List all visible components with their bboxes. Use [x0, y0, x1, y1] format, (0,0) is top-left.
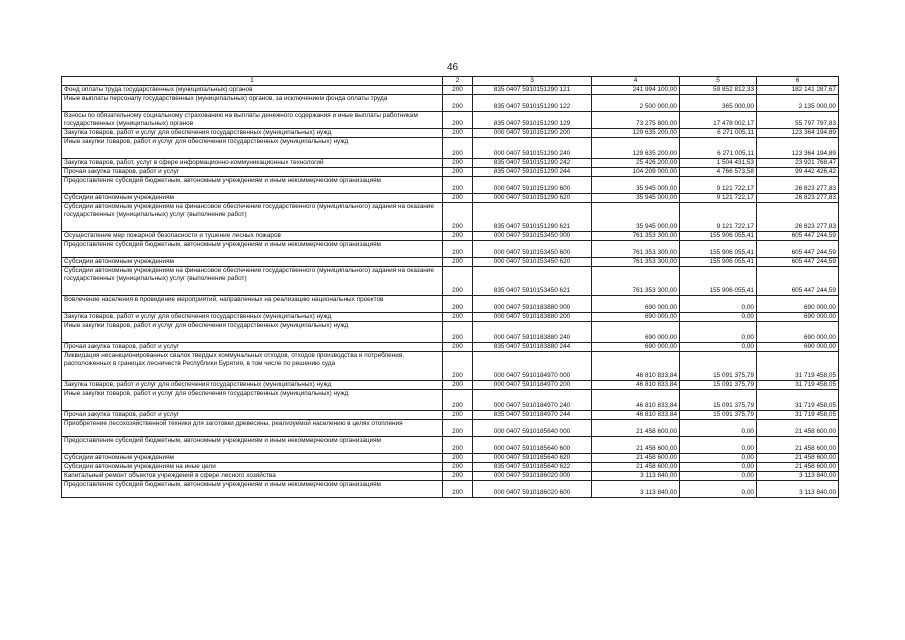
row-name-cell: Предоставление субсидий бюджетным, автономным учреждениям и иным некоммерческим организациям	[62, 241, 443, 258]
row-name-cell: Осуществление мер пожарной безопасности и тушение лесных пожаров	[62, 232, 443, 241]
column-header: 5	[680, 77, 757, 86]
budget-code-cell: 835 0407 5910151290 244	[473, 168, 592, 177]
budget-execution-table	[61, 76, 839, 498]
admin-code-cell: 200	[443, 241, 473, 258]
executed-amount-cell: 0,00	[680, 343, 757, 352]
table-row	[62, 411, 839, 420]
row-name-cell: Вовлечение населения в проведение мероприятий, направленных на реализацию национальных проектов	[62, 296, 443, 313]
approved-amount-cell: 73 275 800,00	[592, 112, 680, 129]
table-row	[62, 129, 839, 138]
remaining-amount-cell: 3 113 840,00	[757, 472, 839, 481]
approved-amount-cell: 46 810 833,84	[592, 352, 680, 381]
approved-amount-cell: 241 994 100,00	[592, 86, 680, 95]
approved-amount-cell: 104 209 000,00	[592, 168, 680, 177]
executed-amount-cell: 1 504 431,53	[680, 159, 757, 168]
table-row	[62, 390, 839, 411]
approved-amount-cell: 25 426 200,00	[592, 159, 680, 168]
column-header: 4	[592, 77, 680, 86]
budget-code-cell: 000 0407 5910185640 000	[473, 420, 592, 437]
row-name-cell: Субсидии автономным учреждениям на иные цели	[62, 463, 443, 472]
row-name-cell: Прочая закупка товаров, работ и услуг	[62, 343, 443, 352]
budget-code-cell: 000 0407 5910185640 620	[473, 454, 592, 463]
row-name-cell: Иные выплаты персоналу государственных (муниципальных) органов, за исключением фонда оплаты труда	[62, 95, 443, 112]
executed-amount-cell: 0,00	[680, 313, 757, 322]
admin-code-cell: 200	[443, 352, 473, 381]
budget-code-cell: 000 0407 5910183880 240	[473, 322, 592, 343]
remaining-amount-cell: 123 364 194,89	[757, 138, 839, 159]
table-row	[62, 454, 839, 463]
approved-amount-cell: 35 945 000,00	[592, 177, 680, 194]
executed-amount-cell: 0,00	[680, 420, 757, 437]
row-name-cell: Капитальный ремонт объектов учреждений в сфере лесного хозяйства	[62, 472, 443, 481]
admin-code-cell: 200	[443, 258, 473, 267]
approved-amount-cell: 3 113 840,00	[592, 472, 680, 481]
table-row	[62, 313, 839, 322]
row-name-cell: Прочая закупка товаров, работ и услуг	[62, 168, 443, 177]
remaining-amount-cell: 99 442 426,42	[757, 168, 839, 177]
budget-code-cell: 000 0407 5910151290 600	[473, 177, 592, 194]
remaining-amount-cell: 123 364 194,89	[757, 129, 839, 138]
executed-amount-cell: 155 906 055,41	[680, 267, 757, 296]
executed-amount-cell: 6 271 005,11	[680, 138, 757, 159]
executed-amount-cell: 15 091 375,79	[680, 390, 757, 411]
column-header: 6	[757, 77, 839, 86]
approved-amount-cell: 690 000,00	[592, 343, 680, 352]
remaining-amount-cell: 21 458 600,00	[757, 463, 839, 472]
remaining-amount-cell: 55 797 797,83	[757, 112, 839, 129]
approved-amount-cell: 21 458 600,00	[592, 437, 680, 454]
budget-code-cell: 000 0407 5910185640 600	[473, 437, 592, 454]
admin-code-cell: 200	[443, 437, 473, 454]
approved-amount-cell: 21 458 600,00	[592, 463, 680, 472]
executed-amount-cell: 4 766 573,58	[680, 168, 757, 177]
table-row	[62, 343, 839, 352]
row-name-cell: Иные закупки товаров, работ и услуг для обеспечения государственных (муниципальных) нужд	[62, 390, 443, 411]
table-row	[62, 159, 839, 168]
remaining-amount-cell: 31 719 458,05	[757, 352, 839, 381]
row-name-cell: Закупка товаров, работ и услуг для обеспечения государственных (муниципальных) нужд	[62, 313, 443, 322]
executed-amount-cell: 59 852 812,33	[680, 86, 757, 95]
budget-code-cell: 000 0407 5910184970 000	[473, 352, 592, 381]
admin-code-cell: 200	[443, 194, 473, 203]
admin-code-cell: 200	[443, 481, 473, 498]
row-name-cell: Субсидии автономным учреждениям на финансовое обеспечение государственного (муниципального) задания на оказание государственных (муниципальных) услуг (выполнение работ)	[62, 203, 443, 232]
table-row	[62, 352, 839, 381]
remaining-amount-cell: 26 823 277,83	[757, 177, 839, 194]
executed-amount-cell: 9 121 722,17	[680, 177, 757, 194]
admin-code-cell: 200	[443, 86, 473, 95]
approved-amount-cell: 129 635 200,00	[592, 138, 680, 159]
row-name-cell: Закупка товаров, работ и услуг для обеспечения государственных (муниципальных) нужд	[62, 129, 443, 138]
executed-amount-cell: 9 121 722,17	[680, 203, 757, 232]
column-number-row	[62, 77, 839, 86]
executed-amount-cell: 365 000,00	[680, 95, 757, 112]
approved-amount-cell: 21 458 600,00	[592, 454, 680, 463]
remaining-amount-cell: 31 719 458,05	[757, 381, 839, 390]
admin-code-cell: 200	[443, 95, 473, 112]
approved-amount-cell: 129 635 200,00	[592, 129, 680, 138]
admin-code-cell: 200	[443, 343, 473, 352]
table-row	[62, 203, 839, 232]
admin-code-cell: 200	[443, 112, 473, 129]
admin-code-cell: 200	[443, 203, 473, 232]
approved-amount-cell: 46 810 833,84	[592, 390, 680, 411]
budget-code-cell: 835 0407 5910151290 122	[473, 95, 592, 112]
executed-amount-cell: 0,00	[680, 454, 757, 463]
admin-code-cell: 200	[443, 463, 473, 472]
column-header: 1	[62, 77, 443, 86]
admin-code-cell: 200	[443, 411, 473, 420]
executed-amount-cell: 6 271 005,11	[680, 129, 757, 138]
executed-amount-cell: 0,00	[680, 437, 757, 454]
table-row	[62, 258, 839, 267]
admin-code-cell: 200	[443, 232, 473, 241]
remaining-amount-cell: 21 458 600,00	[757, 420, 839, 437]
remaining-amount-cell: 605 447 244,59	[757, 258, 839, 267]
budget-code-cell: 000 0407 5910153450 000	[473, 232, 592, 241]
admin-code-cell: 200	[443, 129, 473, 138]
admin-code-cell: 200	[443, 177, 473, 194]
remaining-amount-cell: 605 447 244,59	[757, 232, 839, 241]
row-name-cell: Закупка товаров, работ, услуг в сфере информационно-коммуникационных технологий	[62, 159, 443, 168]
row-name-cell: Ликвидация несанкционированных свалок твердых коммунальных отходов, отходов производства и потребления, расположенных в границах лесничеств Республики Бурятия, в том числе по решению суда	[62, 352, 443, 381]
budget-code-cell: 835 0407 5910153450 621	[473, 267, 592, 296]
approved-amount-cell: 35 945 000,00	[592, 203, 680, 232]
admin-code-cell: 200	[443, 322, 473, 343]
remaining-amount-cell: 26 823 277,83	[757, 203, 839, 232]
budget-code-cell: 000 0407 5910183880 000	[473, 296, 592, 313]
approved-amount-cell: 2 500 000,00	[592, 95, 680, 112]
remaining-amount-cell: 23 921 768,47	[757, 159, 839, 168]
table-row	[62, 194, 839, 203]
table-row	[62, 437, 839, 454]
column-header: 3	[473, 77, 592, 86]
row-name-cell: Субсидии автономным учреждениям на финансовое обеспечение государственного (муниципального) задания на оказание государственных (муниципальных) услуг (выполнение работ)	[62, 267, 443, 296]
table-row	[62, 472, 839, 481]
executed-amount-cell: 155 906 055,41	[680, 258, 757, 267]
table-row	[62, 95, 839, 112]
approved-amount-cell: 690 000,00	[592, 313, 680, 322]
executed-amount-cell: 0,00	[680, 296, 757, 313]
remaining-amount-cell: 605 447 244,59	[757, 241, 839, 258]
budget-code-cell: 835 0407 5910184970 244	[473, 411, 592, 420]
approved-amount-cell: 46 810 833,84	[592, 381, 680, 390]
approved-amount-cell: 35 945 000,00	[592, 194, 680, 203]
approved-amount-cell: 761 353 300,00	[592, 232, 680, 241]
table-row	[62, 322, 839, 343]
admin-code-cell: 200	[443, 267, 473, 296]
admin-code-cell: 200	[443, 313, 473, 322]
row-name-cell: Иные закупки товаров, работ и услуг для обеспечения государственных (муниципальных) нужд	[62, 322, 443, 343]
row-name-cell: Субсидии автономным учреждениям	[62, 194, 443, 203]
approved-amount-cell: 21 458 600,00	[592, 420, 680, 437]
admin-code-cell: 200	[443, 420, 473, 437]
budget-code-cell: 835 0407 5910183880 244	[473, 343, 592, 352]
budget-code-cell: 835 0407 5910151290 621	[473, 203, 592, 232]
executed-amount-cell: 155 906 055,41	[680, 232, 757, 241]
executed-amount-cell: 9 121 722,17	[680, 194, 757, 203]
budget-code-cell: 000 0407 5910153450 620	[473, 258, 592, 267]
approved-amount-cell: 3 113 840,00	[592, 481, 680, 498]
budget-code-cell: 835 0407 5910151290 129	[473, 112, 592, 129]
executed-amount-cell: 15 091 375,79	[680, 381, 757, 390]
budget-code-cell: 000 0407 5910186020 000	[473, 472, 592, 481]
admin-code-cell: 200	[443, 168, 473, 177]
column-header: 2	[443, 77, 473, 86]
approved-amount-cell: 761 353 300,00	[592, 258, 680, 267]
executed-amount-cell: 0,00	[680, 322, 757, 343]
admin-code-cell: 200	[443, 454, 473, 463]
page-number: 46	[446, 62, 459, 73]
budget-code-cell: 000 0407 5910151290 200	[473, 129, 592, 138]
approved-amount-cell: 761 353 300,00	[592, 241, 680, 258]
table-row	[62, 463, 839, 472]
remaining-amount-cell: 31 719 458,05	[757, 411, 839, 420]
approved-amount-cell: 761 353 300,00	[592, 267, 680, 296]
remaining-amount-cell: 690 000,00	[757, 322, 839, 343]
table-row	[62, 232, 839, 241]
remaining-amount-cell: 690 000,00	[757, 313, 839, 322]
approved-amount-cell: 690 000,00	[592, 322, 680, 343]
table-row	[62, 112, 839, 129]
table-row	[62, 138, 839, 159]
remaining-amount-cell: 182 141 287,67	[757, 86, 839, 95]
executed-amount-cell: 15 091 375,79	[680, 352, 757, 381]
remaining-amount-cell: 26 823 277,83	[757, 194, 839, 203]
approved-amount-cell: 690 000,00	[592, 296, 680, 313]
approved-amount-cell: 46 810 833,84	[592, 411, 680, 420]
table-row	[62, 481, 839, 498]
executed-amount-cell: 0,00	[680, 481, 757, 498]
table-row	[62, 241, 839, 258]
row-name-cell: Прочая закупка товаров, работ и услуг	[62, 411, 443, 420]
table-row	[62, 86, 839, 95]
budget-code-cell: 000 0407 5910151290 620	[473, 194, 592, 203]
row-name-cell: Иные закупки товаров, работ и услуг для обеспечения государственных (муниципальных) нужд	[62, 138, 443, 159]
table-row	[62, 168, 839, 177]
remaining-amount-cell: 21 458 600,00	[757, 437, 839, 454]
admin-code-cell: 200	[443, 390, 473, 411]
row-name-cell: Субсидии автономным учреждениям	[62, 454, 443, 463]
table-row	[62, 177, 839, 194]
admin-code-cell: 200	[443, 472, 473, 481]
budget-code-cell: 000 0407 5910184970 240	[473, 390, 592, 411]
remaining-amount-cell: 690 000,00	[757, 296, 839, 313]
row-name-cell: Субсидии автономным учреждениям	[62, 258, 443, 267]
table-row	[62, 420, 839, 437]
remaining-amount-cell: 605 447 244,59	[757, 267, 839, 296]
budget-code-cell: 000 0407 5910184970 200	[473, 381, 592, 390]
table-row	[62, 381, 839, 390]
budget-code-cell: 835 0407 5910185640 622	[473, 463, 592, 472]
remaining-amount-cell: 31 719 458,05	[757, 390, 839, 411]
remaining-amount-cell: 3 113 840,00	[757, 481, 839, 498]
row-name-cell: Закупка товаров, работ и услуг для обеспечения государственных (муниципальных) нужд	[62, 381, 443, 390]
executed-amount-cell: 17 478 002,17	[680, 112, 757, 129]
admin-code-cell: 200	[443, 159, 473, 168]
row-name-cell: Предоставление субсидий бюджетным, автономным учреждениям и иным некоммерческим организациям	[62, 437, 443, 454]
row-name-cell: Предоставление субсидий бюджетным, автономным учреждениям и иным некоммерческим организациям	[62, 481, 443, 498]
row-name-cell: Предоставление субсидий бюджетным, автономным учреждениям и иным некоммерческим организациям	[62, 177, 443, 194]
remaining-amount-cell: 690 000,00	[757, 343, 839, 352]
admin-code-cell: 200	[443, 296, 473, 313]
budget-code-cell: 000 0407 5910153450 600	[473, 241, 592, 258]
row-name-cell: Взносы по обязательному социальному страхованию на выплаты денежного содержания и иные выплаты работникам государственных (муниципальных) органов	[62, 112, 443, 129]
executed-amount-cell: 0,00	[680, 472, 757, 481]
budget-code-cell: 000 0407 5910183880 200	[473, 313, 592, 322]
budget-code-cell: 835 0407 5910151290 121	[473, 86, 592, 95]
budget-code-cell: 000 0407 5910151290 240	[473, 138, 592, 159]
row-name-cell: Фонд оплаты труда государственных (муниципальных) органов	[62, 86, 443, 95]
admin-code-cell: 200	[443, 138, 473, 159]
remaining-amount-cell: 2 135 000,00	[757, 95, 839, 112]
admin-code-cell: 200	[443, 381, 473, 390]
remaining-amount-cell: 21 458 600,00	[757, 454, 839, 463]
row-name-cell: Приобретение лесохозяйственной техники для заготовки древесины, реализуемой населению в целях отопления	[62, 420, 443, 437]
budget-code-cell: 835 0407 5910151290 242	[473, 159, 592, 168]
executed-amount-cell: 15 091 375,79	[680, 411, 757, 420]
table-row	[62, 296, 839, 313]
executed-amount-cell: 155 906 055,41	[680, 241, 757, 258]
executed-amount-cell: 0,00	[680, 463, 757, 472]
table-row	[62, 267, 839, 296]
budget-code-cell: 000 0407 5910186020 600	[473, 481, 592, 498]
